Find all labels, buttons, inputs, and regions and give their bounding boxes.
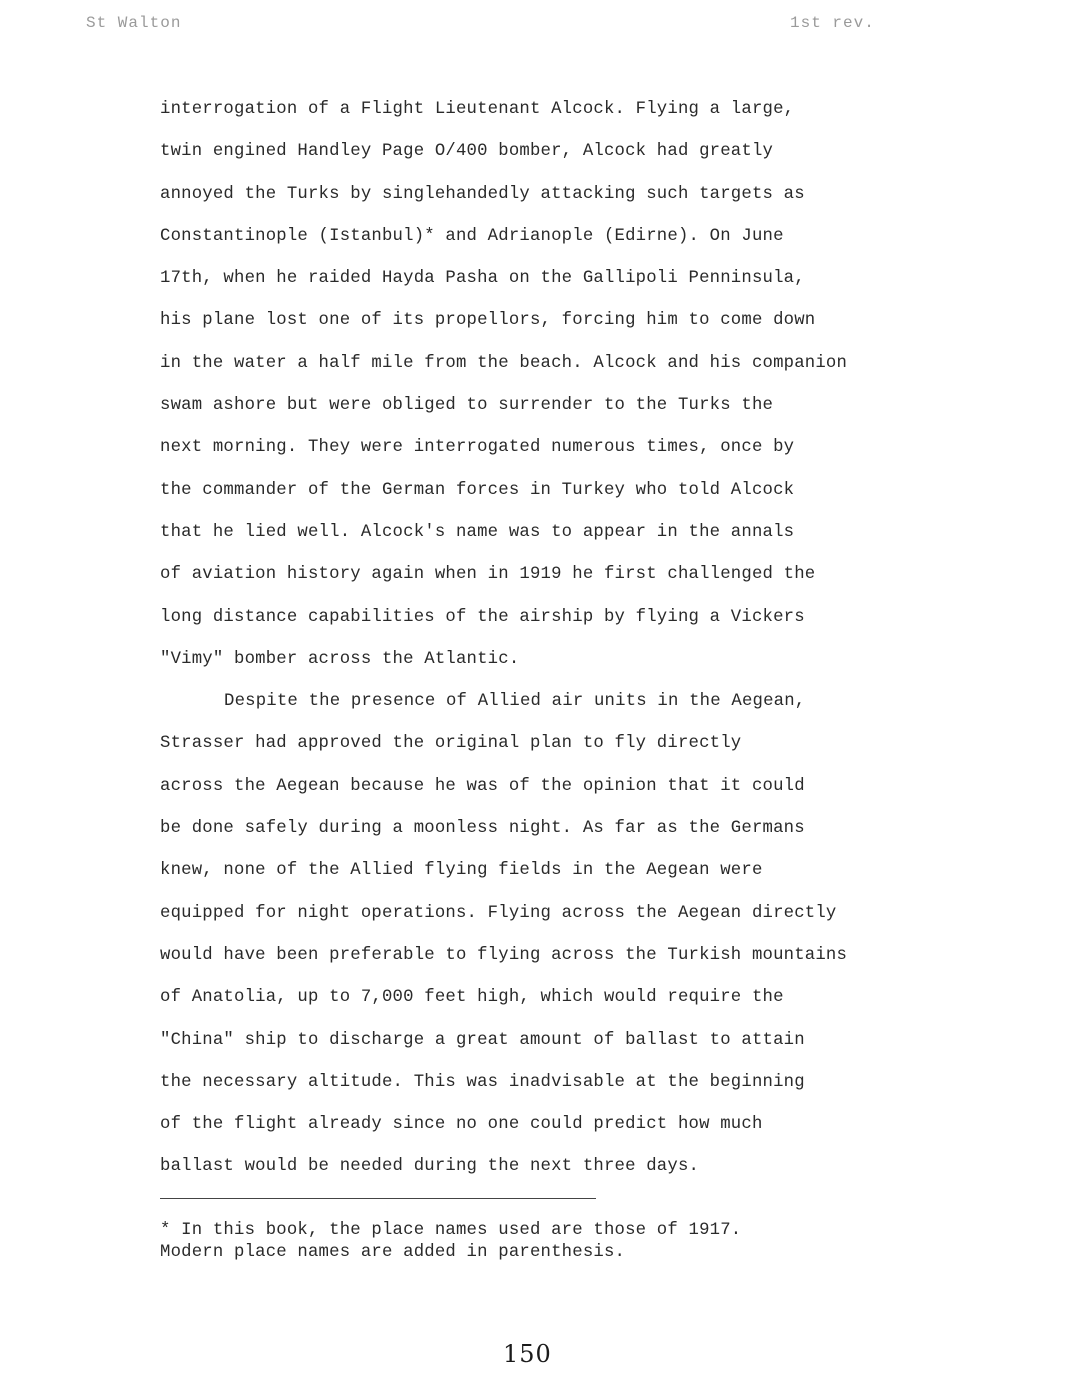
- text-line: across the Aegean because he was of the opinion that it could: [160, 776, 805, 796]
- text-line: equipped for night operations. Flying across the Aegean directly: [160, 903, 837, 923]
- text-line: of Anatolia, up to 7,000 feet high, which would require the: [160, 988, 784, 1008]
- text-line: Strasser had approved the original plan to fly directly: [160, 734, 742, 754]
- text-line: be done safely during a moonless night. As far as the Germans: [160, 819, 805, 839]
- text-line: would have been preferable to flying across the Turkish mountains: [160, 945, 848, 965]
- text-line: swam ashore but were obliged to surrender to the Turks the: [160, 396, 774, 416]
- text-line: annoyed the Turks by singlehandedly attacking such targets as: [160, 184, 805, 204]
- running-header-right: 1st rev.: [790, 14, 875, 32]
- text-line: ballast would be needed during the next three days.: [160, 1157, 700, 1177]
- text-line: 17th, when he raided Hayda Pasha on the Gallipoli Penninsula,: [160, 269, 805, 289]
- text-line: his plane lost one of its propellors, forcing him to come down: [160, 311, 816, 331]
- text-line: the commander of the German forces in Turkey who told Alcock: [160, 480, 795, 500]
- text-line: long distance capabilities of the airship by flying a Vickers: [160, 607, 805, 627]
- footnote-line: * In this book, the place names used are those of 1917.: [160, 1221, 742, 1240]
- body-text: [160, 96, 1010, 1196]
- text-line: "Vimy" bomber across the Atlantic.: [160, 649, 520, 669]
- footnote: [160, 1220, 741, 1264]
- paragraph-start-line: Despite the presence of Allied air units in the Aegean,: [224, 692, 806, 712]
- text-line: of the flight already since no one could predict how much: [160, 1115, 763, 1135]
- text-line: of aviation history again when in 1919 he first challenged the: [160, 565, 816, 585]
- text-line: the necessary altitude. This was inadvisable at the beginning: [160, 1072, 805, 1092]
- text-line: that he lied well. Alcock's name was to appear in the annals: [160, 522, 795, 542]
- running-header-left: St Walton: [86, 14, 182, 32]
- text-line: next morning. They were interrogated numerous times, once by: [160, 438, 795, 458]
- text-line: in the water a half mile from the beach. Alcock and his companion: [160, 353, 848, 373]
- page-number: 150: [503, 1340, 552, 1368]
- footnote-line: Modern place names are added in parenthesis.: [160, 1243, 626, 1262]
- text-line: knew, none of the Allied flying fields in the Aegean were: [160, 861, 763, 881]
- text-line: Constantinople (Istanbul)* and Adrianople (Edirne). On June: [160, 226, 784, 246]
- text-line: twin engined Handley Page O/400 bomber, Alcock had greatly: [160, 142, 774, 162]
- text-line: interrogation of a Flight Lieutenant Alcock. Flying a large,: [160, 100, 795, 119]
- text-line: "China" ship to discharge a great amount of ballast to attain: [160, 1030, 805, 1050]
- footnote-divider: [160, 1198, 596, 1199]
